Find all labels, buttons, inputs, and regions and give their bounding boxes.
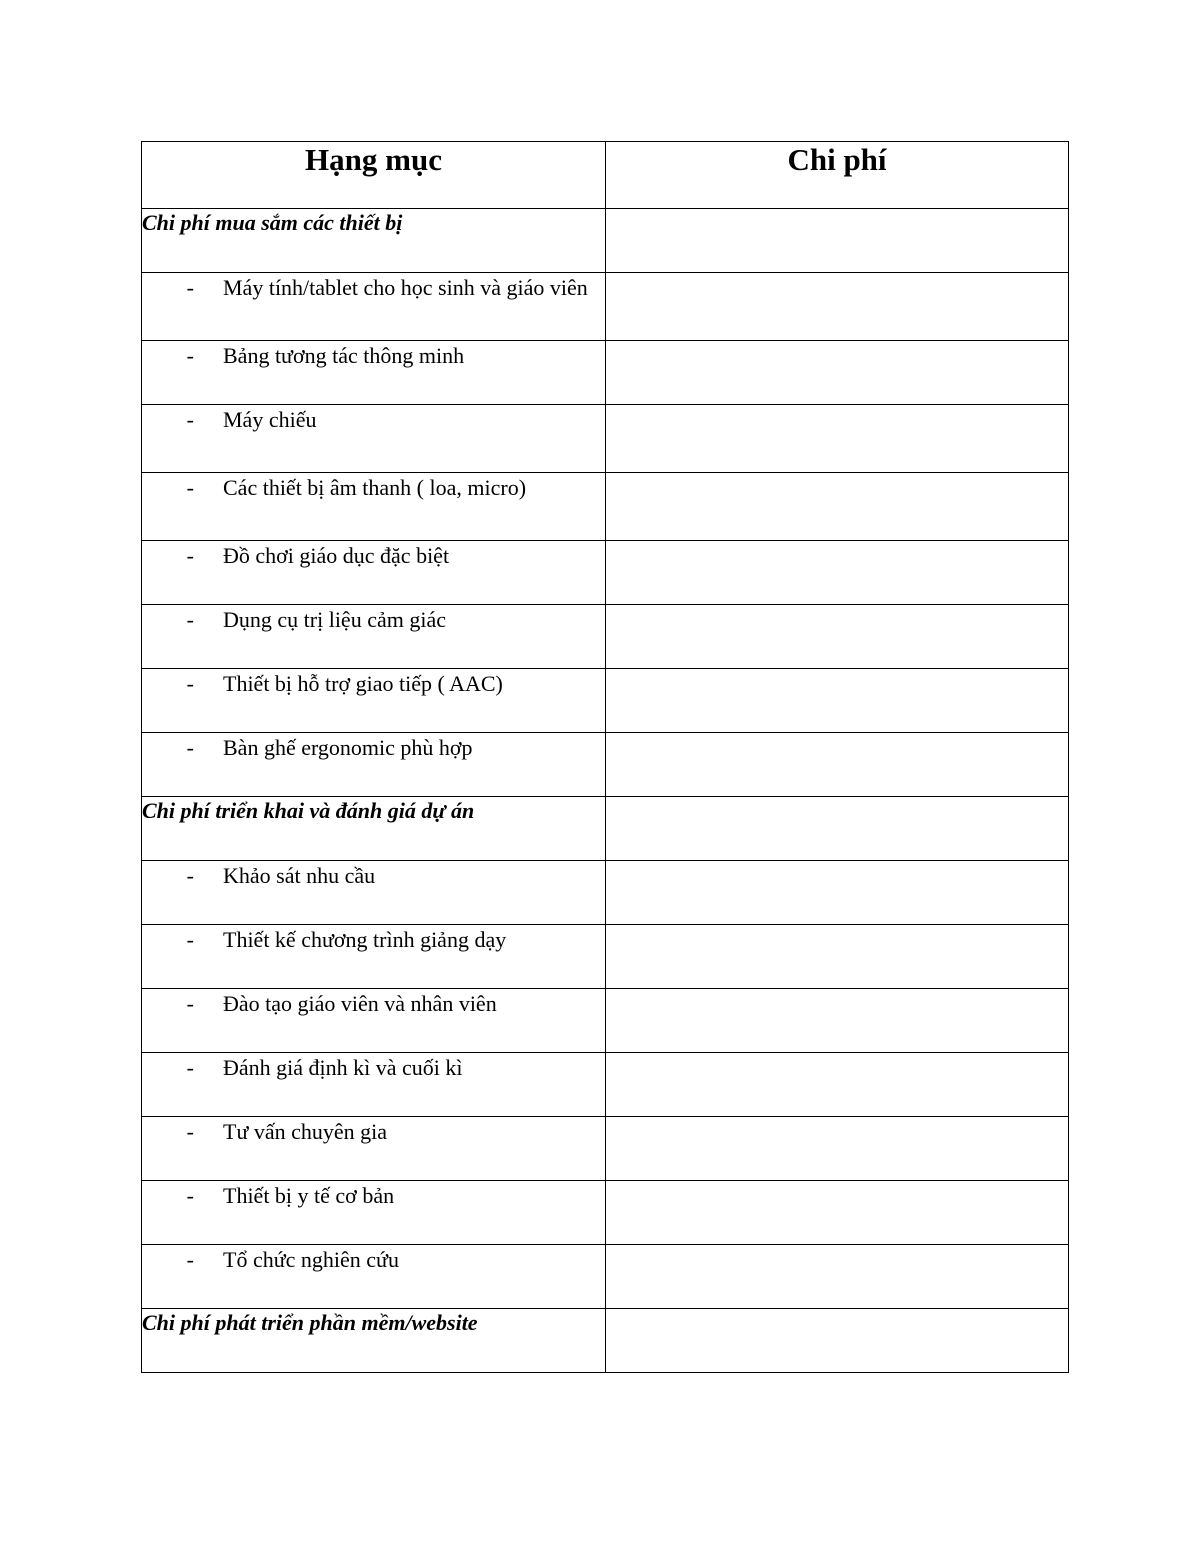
table-row	[142, 989, 1069, 1053]
cost-cell	[606, 669, 1069, 733]
cost-cell	[606, 989, 1069, 1053]
cost-cell	[606, 1181, 1069, 1245]
table-row	[142, 1245, 1069, 1309]
item-cell	[142, 1053, 606, 1117]
table-row	[142, 405, 1069, 473]
item-cell	[142, 273, 606, 341]
table-row	[142, 861, 1069, 925]
table-row	[142, 541, 1069, 605]
item-cell	[142, 861, 606, 925]
item-cell	[142, 989, 606, 1053]
item-label: Dụng cụ trị liệu cảm giác	[223, 607, 446, 632]
bullet-dash: -	[186, 1247, 194, 1272]
cost-cell	[606, 273, 1069, 341]
cost-cell	[606, 733, 1069, 797]
item-cell	[142, 605, 606, 669]
item-cell	[142, 925, 606, 989]
item-label: Tổ chức nghiên cứu	[223, 1247, 399, 1272]
item-cell	[142, 405, 606, 473]
header-cost: Chi phí	[606, 142, 1069, 209]
cost-cell	[606, 1117, 1069, 1181]
table-row	[142, 1053, 1069, 1117]
table-row	[142, 733, 1069, 797]
item-label: Đồ chơi giáo dục đặc biệt	[223, 543, 450, 568]
table-row	[142, 669, 1069, 733]
section-row-equipment	[142, 209, 1069, 273]
item-label: Thiết bị y tế cơ bản	[223, 1183, 395, 1208]
table-header-row	[142, 142, 1069, 209]
table-row	[142, 341, 1069, 405]
item-label: Máy chiếu	[223, 407, 317, 432]
bullet-dash: -	[186, 1055, 194, 1080]
cost-cell	[606, 341, 1069, 405]
item-label: Bảng tương tác thông minh	[223, 343, 465, 368]
bullet-dash: -	[186, 1183, 194, 1208]
table-row	[142, 1117, 1069, 1181]
cost-cell	[606, 925, 1069, 989]
bullet-dash: -	[186, 735, 194, 760]
bullet-dash: -	[186, 991, 194, 1016]
cost-cell	[606, 1245, 1069, 1309]
item-label: Các thiết bị âm thanh ( loa, micro)	[223, 475, 527, 500]
item-cell	[142, 541, 606, 605]
bullet-dash: -	[186, 543, 194, 568]
item-label: Bàn ghế ergonomic phù hợp	[223, 735, 473, 760]
item-label: Thiết kế chương trình giảng dạy	[223, 927, 507, 952]
item-cell	[142, 669, 606, 733]
item-cell	[142, 1245, 606, 1309]
bullet-dash: -	[186, 927, 194, 952]
section-title: Chi phí triển khai và đánh giá dự án	[142, 797, 606, 861]
cost-cell	[606, 541, 1069, 605]
table-row	[142, 925, 1069, 989]
bullet-dash: -	[186, 607, 194, 632]
bullet-dash: -	[186, 407, 194, 432]
cost-cell	[606, 209, 1069, 273]
bullet-dash: -	[186, 671, 194, 696]
item-label: Đánh giá định kì và cuối kì	[223, 1055, 463, 1080]
cost-cell	[606, 797, 1069, 861]
item-cell	[142, 733, 606, 797]
section-row-deployment	[142, 797, 1069, 861]
section-title: Chi phí phát triển phần mềm/website	[142, 1309, 606, 1373]
item-cell	[142, 1117, 606, 1181]
item-cell	[142, 341, 606, 405]
section-row-software	[142, 1309, 1069, 1373]
bullet-dash: -	[186, 1119, 194, 1144]
item-label: Đào tạo giáo viên và nhân viên	[223, 991, 497, 1016]
section-title: Chi phí mua sắm các thiết bị	[142, 209, 606, 273]
item-label: Thiết bị hỗ trợ giao tiếp ( AAC)	[223, 671, 503, 696]
cost-cell	[606, 1053, 1069, 1117]
table-row	[142, 605, 1069, 669]
cost-table	[141, 141, 1069, 1373]
table-row	[142, 1181, 1069, 1245]
bullet-dash: -	[186, 343, 194, 368]
cost-cell	[606, 605, 1069, 669]
table-row	[142, 273, 1069, 341]
bullet-dash: -	[186, 863, 194, 888]
cost-cell	[606, 473, 1069, 541]
item-label: Khảo sát nhu cầu	[223, 863, 376, 888]
item-label: Tư vấn chuyên gia	[223, 1119, 388, 1144]
item-label: Máy tính/tablet cho học sinh và giáo viên	[223, 275, 588, 300]
item-cell	[142, 473, 606, 541]
header-item: Hạng mục	[142, 142, 606, 209]
table-row	[142, 473, 1069, 541]
cost-cell	[606, 861, 1069, 925]
cost-cell	[606, 1309, 1069, 1373]
bullet-dash: -	[186, 275, 194, 300]
item-cell	[142, 1181, 606, 1245]
cost-cell	[606, 405, 1069, 473]
bullet-dash: -	[186, 475, 194, 500]
